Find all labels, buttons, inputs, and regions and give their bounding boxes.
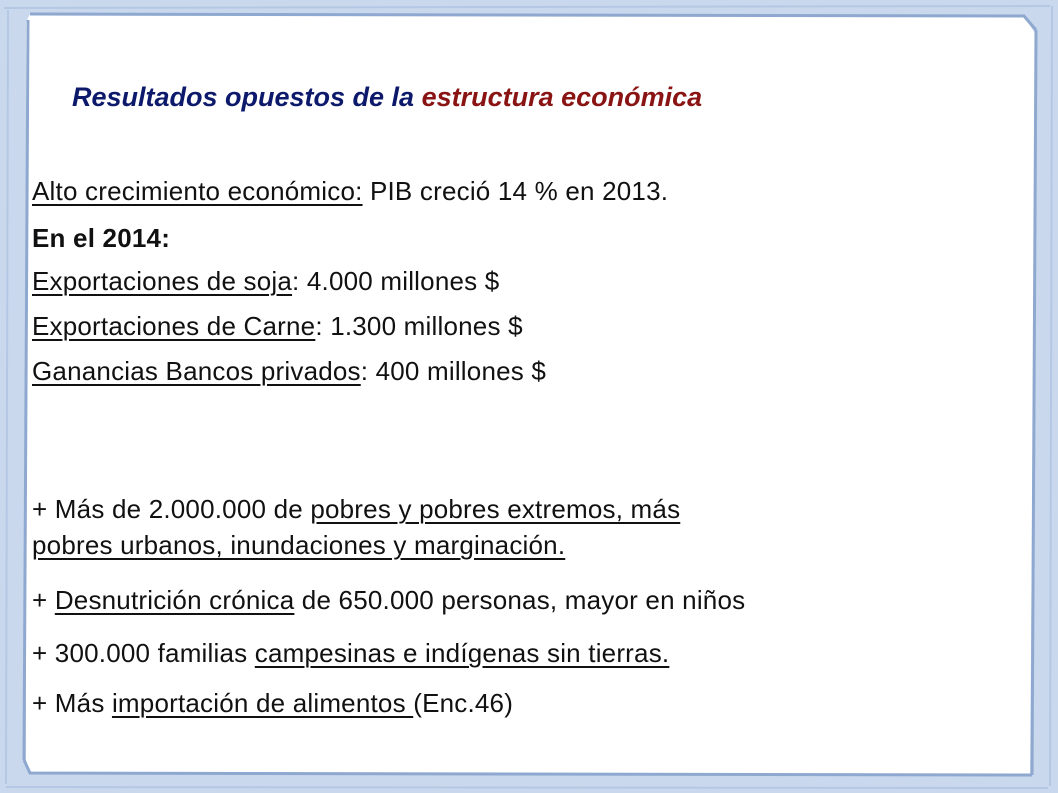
line-year-heading-text: En el 2014: bbox=[32, 223, 171, 253]
line-malnutrition-text: de 650.000 personas, mayor en niños bbox=[294, 585, 746, 615]
line-growth-label: Alto crecimiento económico: bbox=[32, 176, 363, 206]
line-meat-exports-value: : 1.300 millones $ bbox=[315, 311, 523, 341]
title-part-2-accent: estructura económica bbox=[421, 82, 703, 112]
line-poverty bbox=[32, 494, 680, 525]
line-meat-exports bbox=[32, 311, 523, 342]
line-landless-underlined: campesinas e indígenas sin tierras. bbox=[254, 638, 670, 668]
slide-body bbox=[32, 0, 1052, 793]
line-bank-profits bbox=[32, 356, 546, 387]
line-soy-exports-value: : 4.000 millones $ bbox=[292, 266, 500, 296]
line-food-imports-prefix: + Más bbox=[32, 688, 112, 718]
line-landless-prefix: + 300.000 familias bbox=[32, 638, 255, 668]
line-malnutrition-prefix: + bbox=[32, 585, 55, 615]
line-soy-exports bbox=[32, 266, 499, 297]
line-food-imports-reference: (Enc.46) bbox=[413, 688, 514, 718]
line-growth-text: PIB creció 14 % en 2013. bbox=[362, 176, 669, 206]
line-food-imports bbox=[32, 688, 513, 719]
line-poverty-continued-underlined: pobres urbanos, inundaciones y marginación. bbox=[32, 530, 566, 560]
line-malnutrition-label: Desnutrición crónica bbox=[54, 585, 295, 615]
line-growth bbox=[32, 176, 668, 207]
line-malnutrition bbox=[32, 585, 745, 616]
line-bank-profits-label: Ganancias Bancos privados bbox=[32, 356, 361, 386]
line-landless bbox=[32, 638, 669, 669]
line-meat-exports-label: Exportaciones de Carne bbox=[32, 311, 316, 341]
line-poverty-prefix: + Más de 2.000.000 de bbox=[32, 494, 311, 524]
title-part-1: Resultados opuestos de la bbox=[72, 82, 422, 112]
line-poverty-underlined: pobres y pobres extremos, más bbox=[310, 494, 681, 524]
line-year-heading bbox=[32, 223, 170, 254]
line-soy-exports-label: Exportaciones de soja bbox=[32, 266, 293, 296]
line-poverty-continued bbox=[32, 530, 565, 561]
line-bank-profits-value: : 400 millones $ bbox=[360, 356, 547, 386]
line-food-imports-underlined: importación de alimentos bbox=[111, 688, 414, 718]
